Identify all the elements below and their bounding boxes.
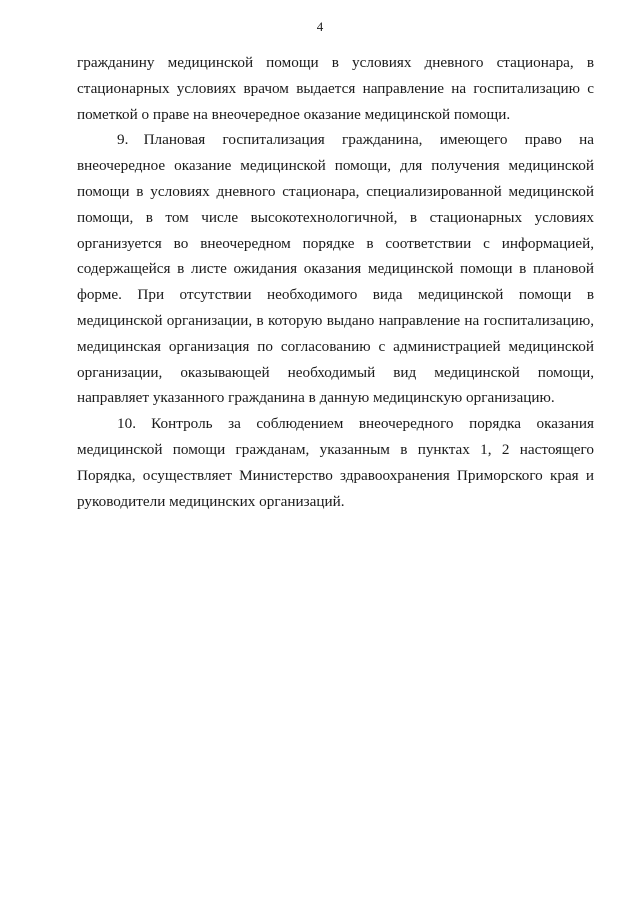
paragraph-9 [77, 127, 594, 411]
paragraph-number: 10. [117, 415, 136, 433]
paragraph-text: Плановая госпитализация гражданина, имеющего право на внеочередное оказание медицинской помощи, для получения медицинской помощи в условиях дневного стационара, специализированной медицинской помощи, в том числе высокотехнологичной, в стационарных условиях организуется во внеочередном порядке в соответствии с информацией, содержащейся в листе ожидания оказания медицинской помощи в плановой форме. При отсутствии необходимого вида медицинской помощи в медицинской организации, в которую выдано направление на госпитализацию, медицинская организация по согласованию с администрацией медицинской организации, оказывающей необходимый вид медицинской помощи, направляет указанного гражданина в данную медицинскую организацию. [77, 131, 594, 407]
paragraph-text: Контроль за соблюдением внеочередного порядка оказания медицинской помощи гражданам, указанным в пунктах 1, 2 настоящего Порядка, осуществляет Министерство здравоохранения Приморского края и руководители медицинских организаций. [77, 415, 594, 510]
paragraph-10 [77, 411, 594, 514]
paragraph-number: 9. [117, 131, 129, 149]
page-number: 4 [316, 19, 324, 34]
paragraph-text: гражданину медицинской помощи в условиях дневного стационара, в стационарных условиях врачом выдается направление на госпитализацию с пометкой о праве на внеочередное оказание медицинской помощи. [77, 54, 594, 123]
paragraph-continuation [77, 50, 594, 127]
document-body [77, 50, 594, 514]
